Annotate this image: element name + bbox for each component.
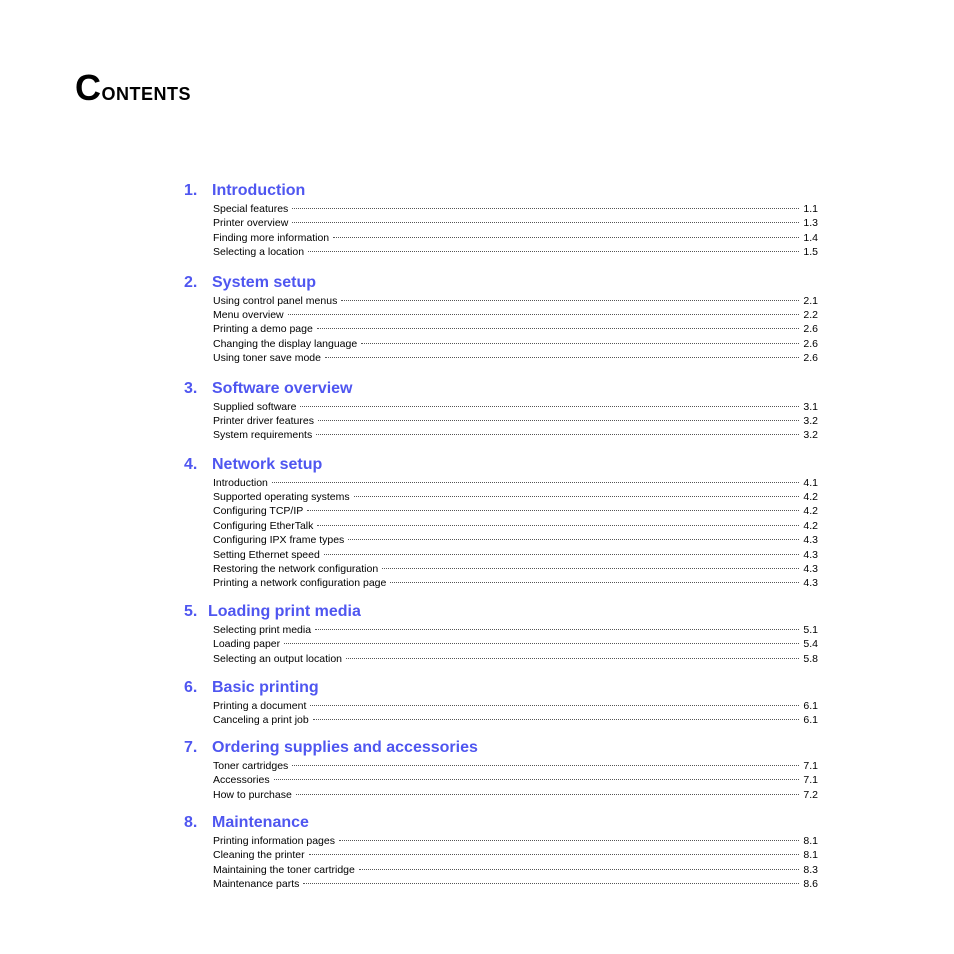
toc-entry-label: Printing a document — [213, 699, 307, 712]
toc-dot-leader — [292, 765, 799, 766]
toc-dot-leader — [284, 643, 799, 644]
toc-section-name: System setup — [212, 273, 317, 291]
toc-section-name: Loading print media — [208, 602, 361, 620]
toc-entry-page-number: 4.3 — [803, 548, 818, 561]
toc-entry-page-number: 4.3 — [803, 563, 818, 576]
toc-section-number: 7. — [184, 738, 198, 756]
toc-entry[interactable] — [213, 759, 818, 773]
toc-entry-page-number: 6.1 — [803, 699, 818, 712]
toc-entry-label: Restoring the network configuration — [213, 563, 379, 576]
toc-entry[interactable] — [213, 519, 818, 533]
toc-entry[interactable] — [213, 788, 818, 802]
toc-dot-leader — [288, 314, 800, 315]
toc-entry-page-number: 4.3 — [803, 577, 818, 590]
toc-entry-page-number: 4.2 — [803, 491, 818, 504]
toc-entry-label: Supported operating systems — [213, 491, 350, 504]
toc-section-name: Basic printing — [212, 678, 319, 696]
toc-dot-leader — [341, 300, 799, 301]
toc-dot-leader — [318, 420, 799, 421]
toc-entry-page-number: 7.1 — [803, 759, 818, 772]
toc-dot-leader — [272, 482, 800, 483]
toc-entry[interactable] — [213, 713, 818, 727]
toc-section — [184, 380, 818, 443]
toc-entry-page-number: 3.1 — [803, 400, 818, 413]
toc-entry-page-number: 2.2 — [803, 308, 818, 321]
toc-section-name: Ordering supplies and accessories — [212, 738, 478, 756]
toc-entry[interactable] — [213, 834, 818, 848]
toc-dot-leader — [317, 525, 799, 526]
toc-section-title[interactable] — [184, 679, 818, 698]
toc-entry-page-number: 2.6 — [803, 323, 818, 336]
toc-entry-label: Using toner save mode — [213, 352, 321, 365]
toc-dot-leader — [325, 357, 799, 358]
toc-entry-page-number: 2.6 — [803, 337, 818, 350]
toc-entry-page-number: 4.2 — [803, 505, 818, 518]
toc-section — [184, 603, 818, 666]
toc-entry-label: Configuring TCP/IP — [213, 505, 304, 518]
toc-entry-label: Maintenance parts — [213, 878, 300, 891]
toc-section-title[interactable] — [184, 456, 818, 475]
toc-entry[interactable] — [213, 637, 818, 651]
toc-entry-label: Setting Ethernet speed — [213, 548, 320, 561]
toc-entry-label: Menu overview — [213, 308, 284, 321]
toc-entry-label: Selecting a location — [213, 246, 305, 259]
toc-entry[interactable] — [213, 773, 818, 787]
toc-entry-page-number: 1.5 — [803, 246, 818, 259]
toc-section-name: Network setup — [212, 455, 323, 473]
toc-section-title[interactable] — [184, 739, 818, 758]
toc-section-number: 3. — [184, 379, 198, 397]
toc-entry-label: Printing a network configuration page — [213, 577, 387, 590]
toc-section — [184, 739, 818, 802]
toc-dot-leader — [274, 779, 800, 780]
toc-entry-page-number: 6.1 — [803, 714, 818, 727]
toc-section-title[interactable] — [184, 603, 818, 622]
toc-dot-leader — [308, 251, 799, 252]
toc-entry-label: Printing information pages — [213, 834, 335, 847]
toc-entry-label: Special features — [213, 203, 289, 215]
toc-section-name: Software overview — [212, 379, 353, 397]
toc-section — [184, 182, 818, 260]
toc-entry-label: Selecting print media — [213, 623, 312, 636]
toc-entry[interactable] — [213, 877, 818, 891]
toc-section-number: 5. — [184, 602, 198, 620]
toc-dot-leader — [303, 883, 799, 884]
toc-entry-page-number: 8.6 — [803, 878, 818, 891]
toc-entry[interactable] — [213, 490, 818, 504]
toc-entry[interactable] — [213, 848, 818, 862]
toc-dot-leader — [310, 705, 799, 706]
toc-entry-label: System requirements — [213, 429, 313, 442]
toc-section-title[interactable] — [184, 274, 818, 293]
toc-entry-page-number: 4.2 — [803, 519, 818, 532]
toc-entry[interactable] — [213, 623, 818, 637]
toc-section — [184, 814, 818, 892]
toc-entry-label: Canceling a print job — [213, 714, 309, 727]
toc-entry[interactable] — [213, 562, 818, 576]
toc-section-title[interactable] — [184, 182, 818, 201]
toc-entry-label: Introduction — [213, 476, 268, 489]
toc-entry-page-number: 2.6 — [803, 352, 818, 365]
toc-entry[interactable] — [213, 216, 818, 230]
toc-entry-page-number: 8.3 — [803, 863, 818, 876]
page-title — [75, 68, 191, 112]
toc-entry-page-number: 1.4 — [803, 231, 818, 244]
toc-entry-page-number: 1.3 — [803, 217, 818, 230]
toc-entry-page-number: 4.3 — [803, 534, 818, 547]
toc-dot-leader — [300, 406, 799, 407]
toc-entry[interactable] — [213, 576, 818, 590]
toc-dot-leader — [324, 554, 800, 555]
toc-section-title[interactable] — [184, 380, 818, 399]
toc-entry-label: Printing a demo page — [213, 323, 313, 336]
toc-entry[interactable] — [213, 699, 818, 713]
toc-dot-leader — [390, 582, 799, 583]
toc-dot-leader — [316, 434, 799, 435]
toc-entry-page-number: 5.4 — [803, 638, 818, 651]
toc-entry-label: Printer overview — [213, 217, 289, 230]
toc-dot-leader — [292, 222, 799, 223]
toc-entry-page-number: 8.1 — [803, 834, 818, 847]
toc-dot-leader — [315, 629, 799, 630]
toc-entry-label: Configuring IPX frame types — [213, 534, 345, 547]
toc-section-number: 4. — [184, 455, 198, 473]
toc-entry-page-number: 8.1 — [803, 849, 818, 862]
toc-entry-page-number: 4.1 — [803, 476, 818, 489]
toc-entry[interactable] — [213, 863, 818, 877]
toc-entry[interactable] — [213, 548, 818, 562]
toc-entry-label: Configuring EtherTalk — [213, 519, 314, 532]
toc-entry[interactable] — [213, 504, 818, 518]
toc-dot-leader — [309, 854, 800, 855]
toc-dot-leader — [313, 719, 800, 720]
toc-entry-label: Using control panel menus — [213, 294, 338, 307]
toc-entry-page-number: 7.1 — [803, 774, 818, 787]
toc-dot-leader — [359, 869, 800, 870]
toc-entry-page-number: 3.2 — [803, 414, 818, 427]
toc-entry[interactable] — [213, 414, 818, 428]
toc-entry-page-number: 7.2 — [803, 788, 818, 801]
toc-entry-label: Printer driver features — [213, 414, 314, 427]
toc-entry-label: Loading paper — [213, 638, 281, 651]
toc-entry-page-number: 5.8 — [803, 652, 818, 665]
toc-dot-leader — [307, 510, 799, 511]
toc-dot-leader — [382, 568, 799, 569]
toc-entry-page-number: 5.1 — [803, 623, 818, 636]
toc-entry[interactable] — [213, 533, 818, 547]
toc-dot-leader — [348, 539, 799, 540]
toc-section-name: Introduction — [212, 182, 306, 199]
toc-entry[interactable] — [213, 400, 818, 414]
toc-entry-label: Selecting an output location — [213, 652, 343, 665]
toc-entry-label: Changing the display language — [213, 337, 358, 350]
toc-entry[interactable] — [213, 202, 818, 216]
toc-section-name: Maintenance — [212, 813, 309, 831]
toc-entry-label: Accessories — [213, 774, 270, 787]
toc-entry[interactable] — [213, 476, 818, 490]
toc-entry[interactable] — [213, 245, 818, 259]
toc-dot-leader — [354, 496, 800, 497]
toc-dot-leader — [317, 328, 800, 329]
toc-entry[interactable] — [213, 308, 818, 322]
toc-entry[interactable] — [213, 337, 818, 351]
toc-dot-leader — [333, 237, 799, 238]
toc-entry-label: Supplied software — [213, 400, 297, 413]
toc-entry[interactable] — [213, 231, 818, 245]
toc-entry[interactable] — [213, 351, 818, 365]
toc-section-title[interactable] — [184, 814, 818, 833]
toc-entry[interactable] — [213, 428, 818, 442]
toc-entry-page-number: 1.1 — [803, 203, 818, 215]
toc-entry-label: How to purchase — [213, 788, 292, 801]
toc-section — [184, 274, 818, 366]
toc-entry[interactable] — [213, 652, 818, 666]
toc-entry-page-number: 3.2 — [803, 429, 818, 442]
toc-section-number: 6. — [184, 678, 198, 696]
toc-section — [184, 679, 818, 728]
toc-dot-leader — [346, 658, 799, 659]
toc-dot-leader — [339, 840, 799, 841]
toc-dot-leader — [361, 343, 799, 344]
page-title-rest: ontents — [101, 78, 192, 106]
toc-section — [184, 456, 818, 591]
table-of-contents — [184, 170, 818, 892]
toc-entry[interactable] — [213, 294, 818, 308]
toc-entry-label: Finding more information — [213, 231, 330, 244]
toc-dot-leader — [296, 794, 800, 795]
toc-entry-label: Cleaning the printer — [213, 849, 305, 862]
toc-entry-label: Toner cartridges — [213, 759, 289, 772]
toc-entry-label: Maintaining the toner cartridge — [213, 863, 355, 876]
toc-section-number: 8. — [184, 813, 198, 831]
toc-entry[interactable] — [213, 322, 818, 336]
toc-entry-page-number: 2.1 — [803, 294, 818, 307]
page-title-initial: C — [75, 67, 102, 108]
toc-dot-leader — [292, 208, 799, 209]
toc-section-number: 2. — [184, 273, 198, 291]
toc-section-number: 1. — [184, 182, 198, 199]
